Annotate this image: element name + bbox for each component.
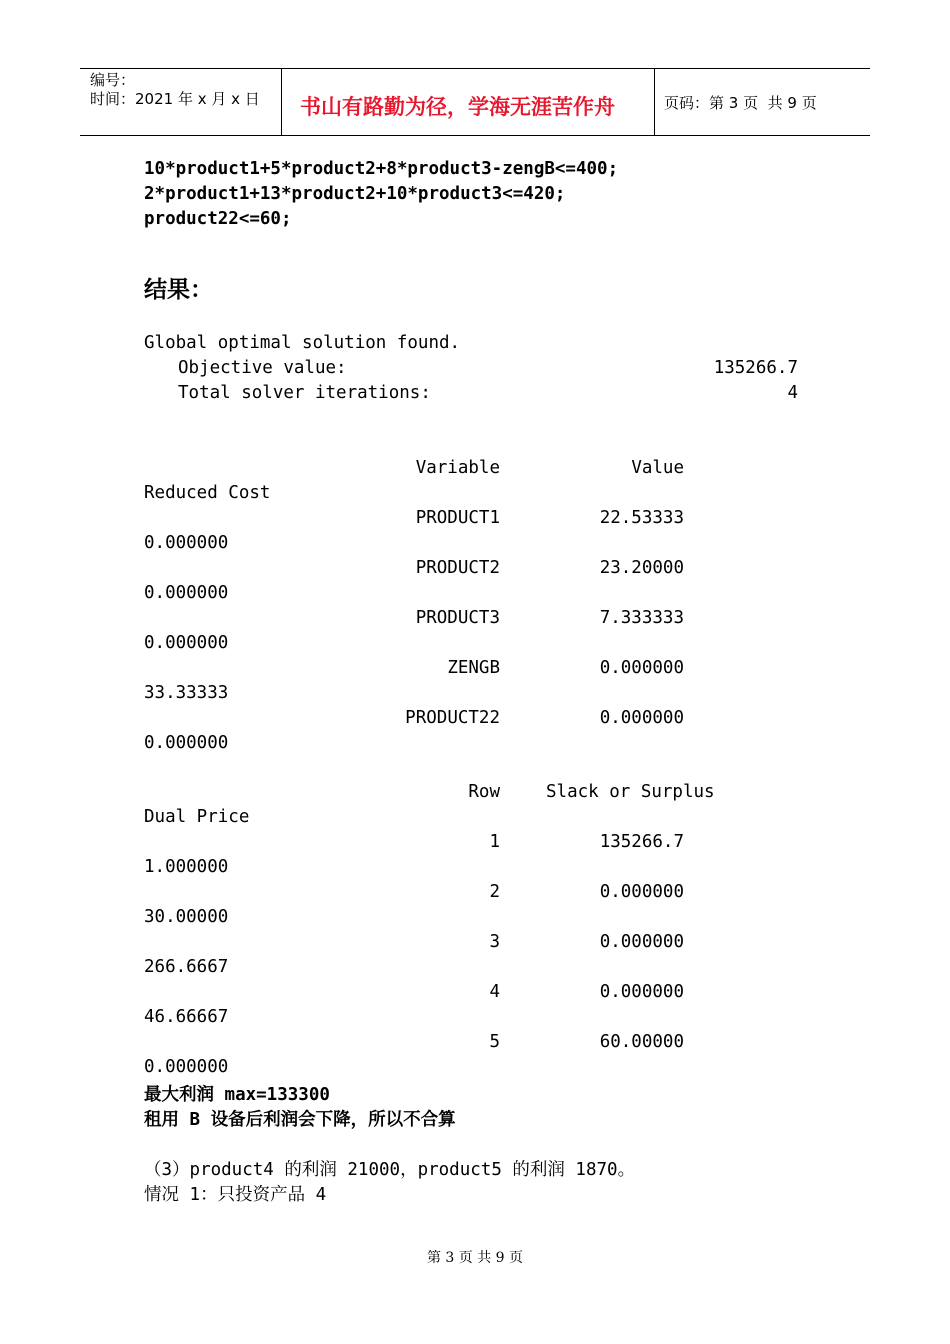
code-line-3: product22<=60; bbox=[144, 209, 292, 229]
solver-status: Global optimal solution found. bbox=[144, 333, 461, 353]
max-profit-line: 最大利润 max=133300 bbox=[144, 1085, 330, 1105]
objective-label: Objective value: bbox=[178, 358, 347, 378]
row-slack: 0.000000 bbox=[599, 882, 684, 902]
part3-line-2: 情况 1：只投资产品 4 bbox=[144, 1185, 327, 1205]
variable-reduced-cost: 0.000000 bbox=[144, 583, 229, 603]
col-reduced-cost-header: Reduced Cost bbox=[144, 483, 271, 503]
variable-value: 0.000000 bbox=[599, 708, 684, 728]
col-slack-header: Slack or Surplus bbox=[546, 782, 715, 802]
code-line-1: 10*product1+5*product2+8*product3-zengB<=400; bbox=[144, 159, 619, 179]
variable-value: 23.20000 bbox=[599, 558, 684, 578]
header-divider-1 bbox=[281, 68, 282, 136]
variable-reduced-cost: 33.33333 bbox=[144, 683, 229, 703]
row-dual: 30.00000 bbox=[144, 907, 229, 927]
variable-name: PRODUCT22 bbox=[405, 708, 500, 728]
row-slack: 0.000000 bbox=[599, 932, 684, 952]
variable-reduced-cost: 0.000000 bbox=[144, 533, 229, 553]
row-slack: 0.000000 bbox=[599, 982, 684, 1002]
header-motto: 书山有路勤为径，学海无涯苦作舟 bbox=[300, 94, 615, 119]
row-number: 5 bbox=[489, 1032, 500, 1052]
row-number: 1 bbox=[489, 832, 500, 852]
part3-line-1: （3）product4 的利润 21000，product5 的利润 1870。 bbox=[144, 1160, 636, 1180]
row-dual: 1.000000 bbox=[144, 857, 229, 877]
iterations-label: Total solver iterations: bbox=[178, 383, 431, 403]
page-footer: 第 3 页 共 9 页 bbox=[426, 1250, 524, 1266]
variable-name: PRODUCT3 bbox=[415, 608, 500, 628]
variable-reduced-cost: 0.000000 bbox=[144, 633, 229, 653]
row-slack: 60.00000 bbox=[599, 1032, 684, 1052]
row-dual: 46.66667 bbox=[144, 1007, 229, 1027]
col-row-header: Row bbox=[468, 782, 500, 802]
header-page-label: 页码：第 3 页 共 9 页 bbox=[664, 94, 817, 112]
row-dual: 266.6667 bbox=[144, 957, 229, 977]
col-dual-header: Dual Price bbox=[144, 807, 250, 827]
variable-name: PRODUCT2 bbox=[415, 558, 500, 578]
header-time-label: 时间：2021 年 x 月 x 日 bbox=[90, 90, 260, 108]
row-number: 3 bbox=[489, 932, 500, 952]
variable-value: 0.000000 bbox=[599, 658, 684, 678]
variable-value: 7.333333 bbox=[599, 608, 684, 628]
row-dual: 0.000000 bbox=[144, 1057, 229, 1077]
iterations-value: 4 bbox=[787, 383, 798, 403]
row-slack: 135266.7 bbox=[599, 832, 684, 852]
row-number: 2 bbox=[489, 882, 500, 902]
header-number-label: 编号： bbox=[90, 71, 136, 89]
col-variable-header: Variable bbox=[415, 458, 500, 478]
col-value-header: Value bbox=[631, 458, 684, 478]
objective-value: 135266.7 bbox=[713, 358, 798, 378]
header-top-rule bbox=[80, 68, 870, 69]
conclusion-note: 租用 B 设备后利润会下降，所以不合算 bbox=[144, 1110, 456, 1130]
variable-name: PRODUCT1 bbox=[415, 508, 500, 528]
row-number: 4 bbox=[489, 982, 500, 1002]
variable-name: ZENGB bbox=[447, 658, 500, 678]
result-heading: 结果： bbox=[144, 277, 213, 303]
header-bottom-rule bbox=[80, 135, 870, 136]
variable-reduced-cost: 0.000000 bbox=[144, 733, 229, 753]
code-line-2: 2*product1+13*product2+10*product3<=420; bbox=[144, 184, 566, 204]
header-divider-2 bbox=[654, 68, 655, 136]
variable-value: 22.53333 bbox=[599, 508, 684, 528]
